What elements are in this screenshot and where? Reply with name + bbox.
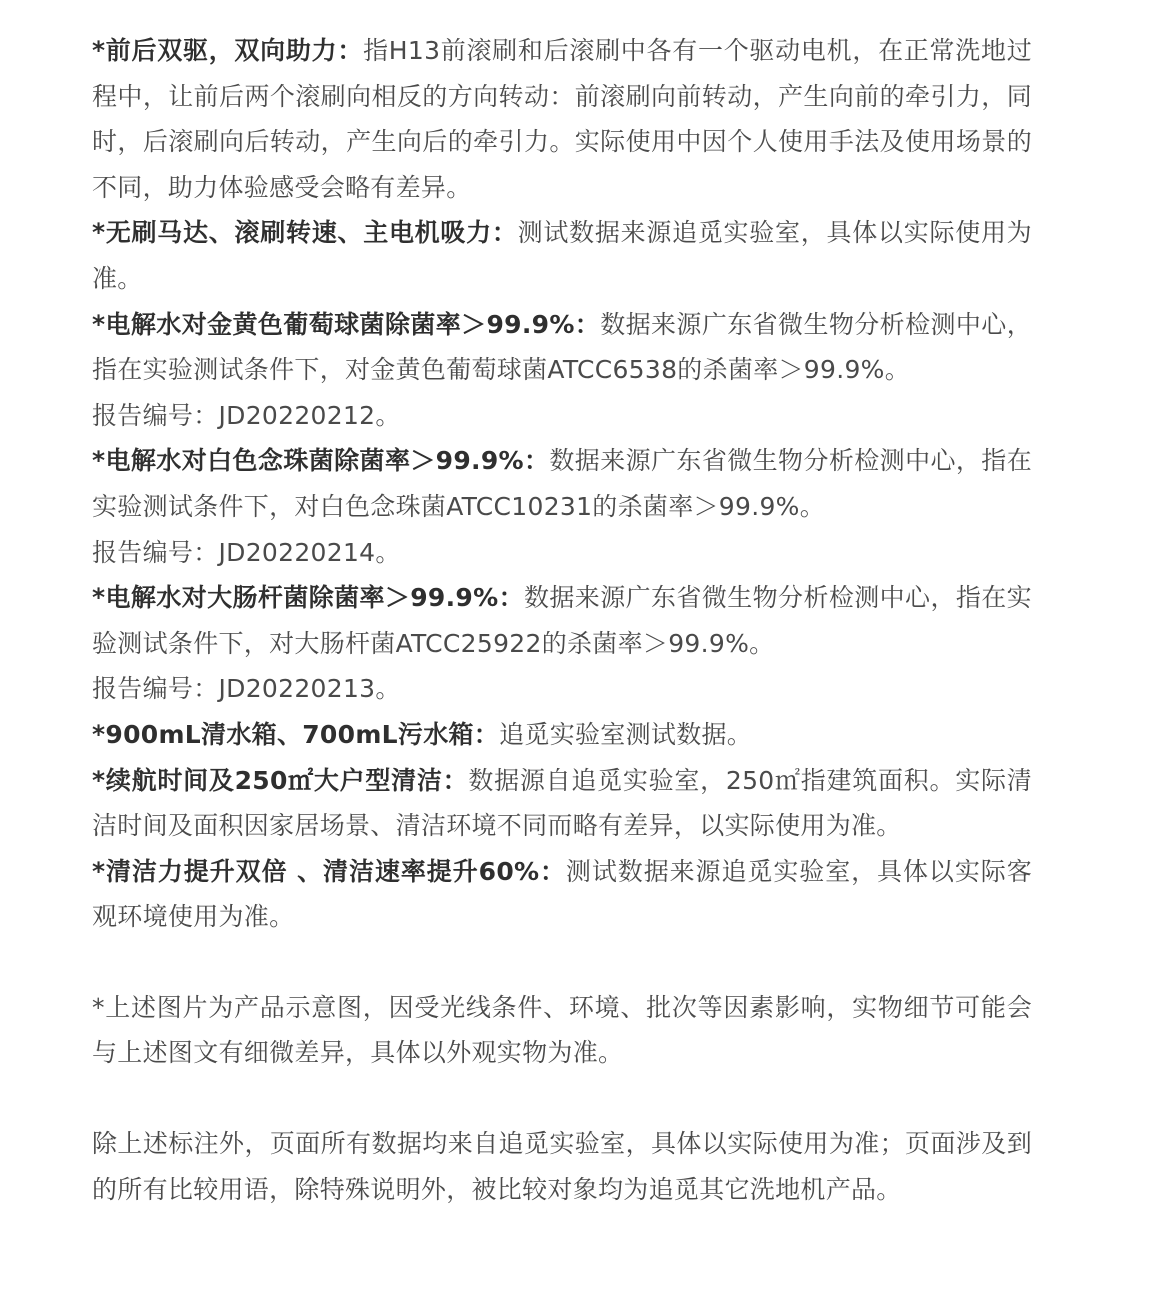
note-body: 数据来源广东省微生物分析检测中心，指在实验测试条件下，对金黄色葡萄球菌ATCC6538的杀菌率＞99.9%。 [92,309,1032,385]
note-title: *清洁力提升双倍 、清洁速率提升60%： [92,856,566,886]
note-title: *续航时间及250㎡大户型清洁： [92,765,469,795]
note-body: 报告编号：JD20220212。 [92,400,401,430]
note-body: 测试数据来源追觅实验室，具体以实际客观环境使用为准。 [92,856,1032,932]
note-title: *电解水对白色念珠菌除菌率＞99.9%： [92,446,550,476]
note-body: 指H13前滚刷和后滚刷中各有一个驱动电机，在正常洗地过程中，让前后两个滚刷向相反的方向转动：前滚刷向前转动，产生向前的牵引力，同时，后滚刷向后转动，产生向后的牵引力。实际使用中因个人使用手法及使用场景的不同，助力体验感受会略有差异。 [92,36,1032,202]
note-water-tanks [92,712,1032,758]
note-report-number [92,393,1032,439]
section-spacer [92,940,1032,985]
note-body: 追觅实验室测试数据。 [499,719,753,749]
note-title: *900mL清水箱、700mL污水箱： [92,719,500,749]
note-title: *电解水对金黄色葡萄球菌除菌率＞99.9%： [92,309,601,339]
note-body: 数据源自追觅实验室，250㎡指建筑面积。实际清洁时间及面积因家居场景、清洁环境不同而略有差异，以实际使用为准。 [92,765,1033,841]
note-title: *前后双驱，双向助力： [92,36,364,65]
note-body: 报告编号：JD20220214。 [92,537,401,567]
note-battery-life [92,758,1032,849]
disclaimer-image: *上述图片为产品示意图，因受光线条件、环境、批次等因素影响，实物细节可能会与上述图文有细微差异，具体以外观实物为准。 [92,992,1032,1068]
note-candida-albicans [92,438,1032,529]
note-body: 数据来源广东省微生物分析检测中心，指在实验测试条件下，对大肠杆菌ATCC25922的杀菌率＞99.9%。 [92,583,1032,658]
note-body: 报告编号：JD20220213。 [92,674,401,704]
note-dual-drive [92,28,1032,210]
note-e-coli [92,575,1032,666]
note-report-number [92,530,1032,576]
section-spacer [92,1076,1032,1121]
note-report-number [92,666,1032,712]
note-cleaning-power [92,849,1032,940]
note-body: 数据来源广东省微生物分析检测中心，指在实验测试条件下，对白色念珠菌ATCC10231的杀菌率＞99.9%。 [92,446,1032,521]
footnotes-document [92,28,1032,1212]
disclaimer-data: 除上述标注外，页面所有数据均来自追觅实验室，具体以实际使用为准；页面涉及到的所有比较用语，除特殊说明外，被比较对象均为追觅其它洗地机产品。 [92,1129,1032,1204]
note-staph-aureus [92,302,1032,393]
note-title: *无刷马达、滚刷转速、主电机吸力： [92,218,518,248]
note-title: *电解水对大肠杆菌除菌率＞99.9%： [92,583,524,613]
note-brushless-motor [92,210,1032,301]
note-body: 测试数据来源追觅实验室，具体以实际使用为准。 [92,218,1032,293]
